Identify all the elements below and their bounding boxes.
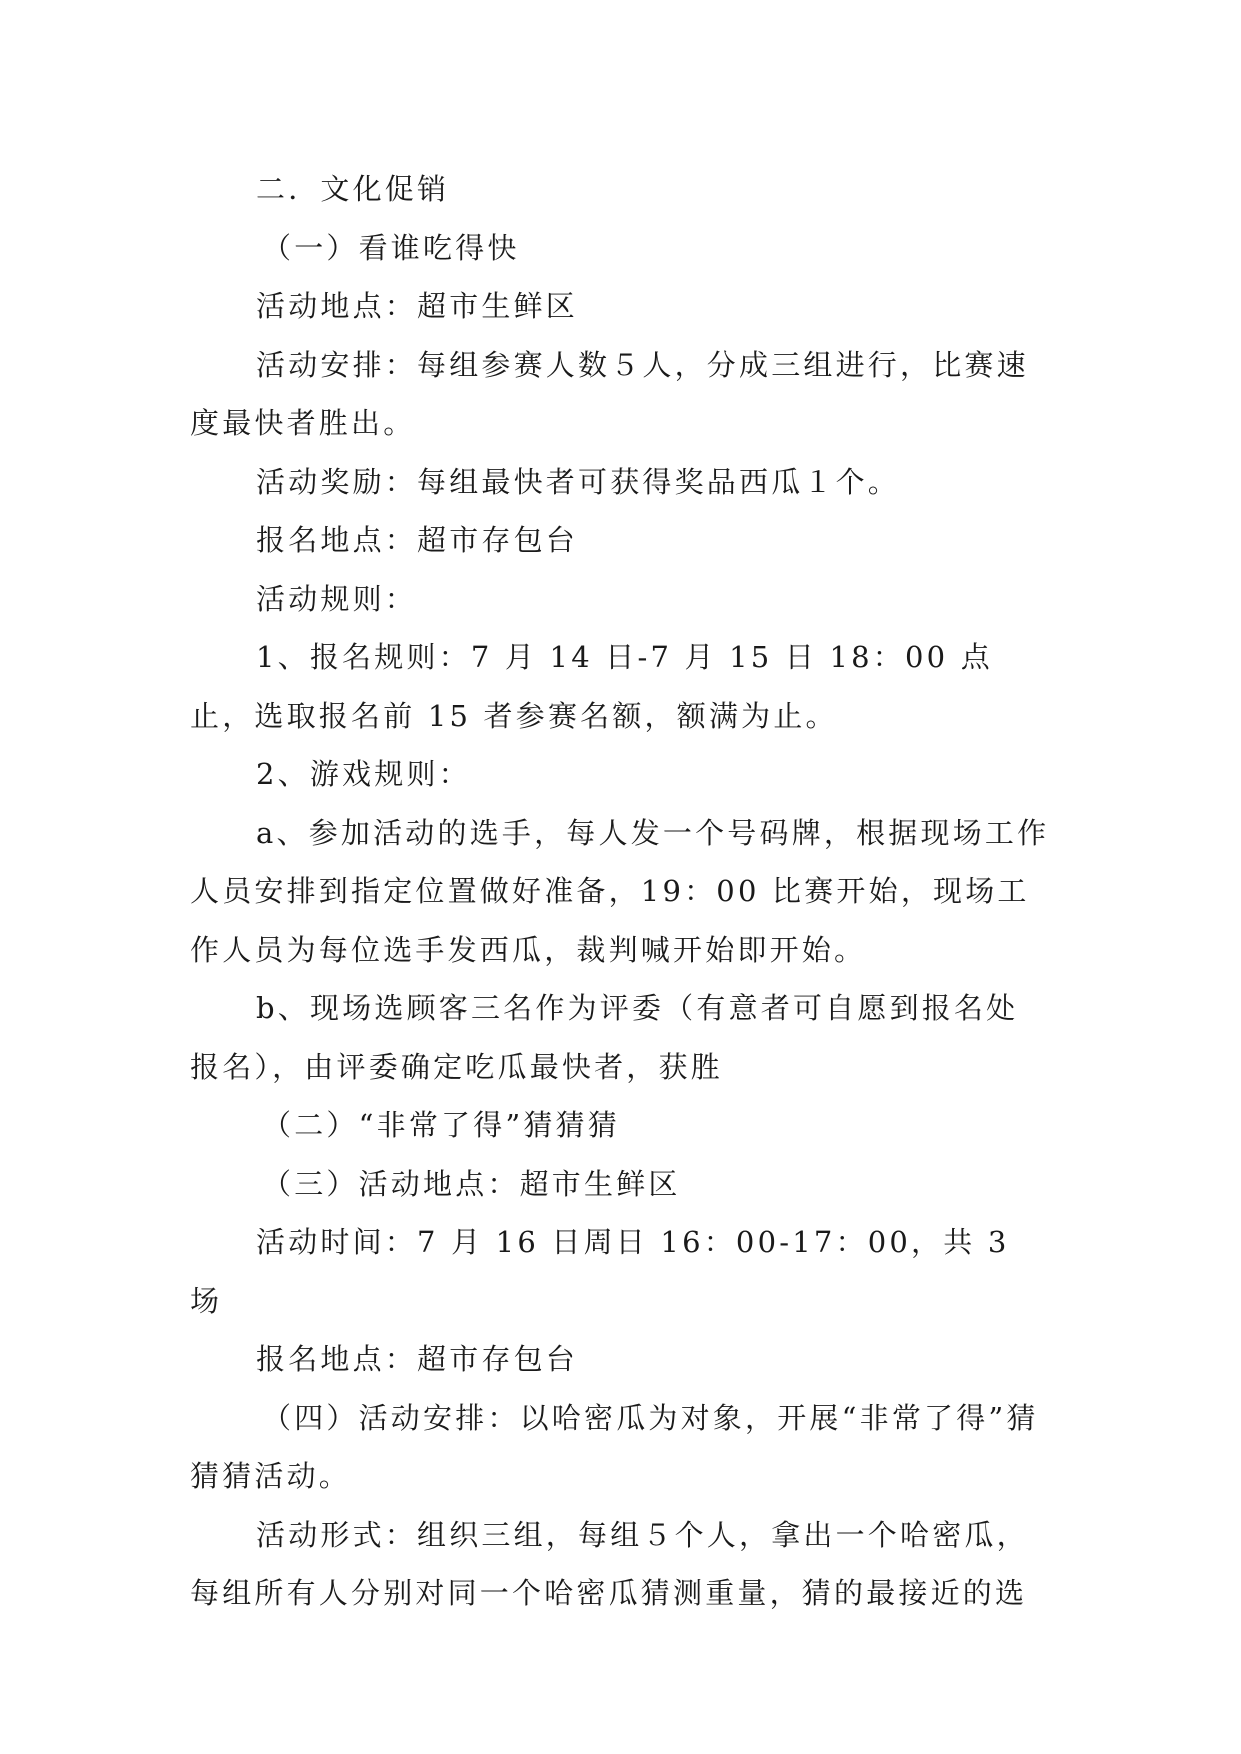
game-rule-a: a、参加活动的选手，每人发一个号码牌，根据现场工作人员安排到指定位置做好准备，19：00 比赛开始，现场工作人员为每位选手发西瓜，裁判喊开始即开始。: [190, 815, 1050, 967]
subsection-heading-guessing-game: （二）“非常了得”猜猜猜: [262, 1108, 621, 1142]
activity-location: 活动地点：超市生鲜区: [256, 289, 579, 323]
registration-location-2: 报名地点：超市存包台: [256, 1342, 579, 1376]
activity-format: 活动形式：组织三组，每组５个人，拿出一个哈密瓜，每组所有人分别对同一个哈密瓜猜测重量，猜的最接近的选: [190, 1517, 1029, 1610]
activity-arrangement: 活动安排：每组参赛人数５人，分成三组进行，比赛速度最快者胜出。: [190, 347, 1029, 440]
activity-time: 活动时间：7 月 16 日周日 16：00-17：00，共 3 场: [190, 1225, 1010, 1318]
subsection-heading-eating-contest: （一）看谁吃得快: [262, 230, 520, 265]
activity-reward: 活动奖励：每组最快者可获得奖品西瓜１个。: [256, 464, 901, 499]
registration-rules: 1、报名规则：7 月 14 日-7 月 15 日 18：00 点止，选取报名前 15 者参赛名额，额满为止。: [190, 640, 993, 733]
section-heading-cultural-promotion: 二．文化促销: [256, 172, 450, 206]
game-rule-b: b、现场选顾客三名作为评委（有意者可自愿到报名处报名），由评委确定吃瓜最快者，获胜: [190, 991, 1019, 1084]
subsection-activity-arrangement: （四）活动安排：以哈密瓜为对象，开展“非常了得”猜猜猜活动。: [190, 1400, 1039, 1493]
subsection-activity-location: （三）活动地点：超市生鲜区: [262, 1166, 681, 1201]
game-rules-heading: 2、游戏规则：: [256, 757, 471, 791]
activity-rules-heading: 活动规则：: [256, 581, 418, 616]
document-body: [190, 160, 1050, 1623]
registration-location: 报名地点：超市存包台: [256, 523, 579, 557]
